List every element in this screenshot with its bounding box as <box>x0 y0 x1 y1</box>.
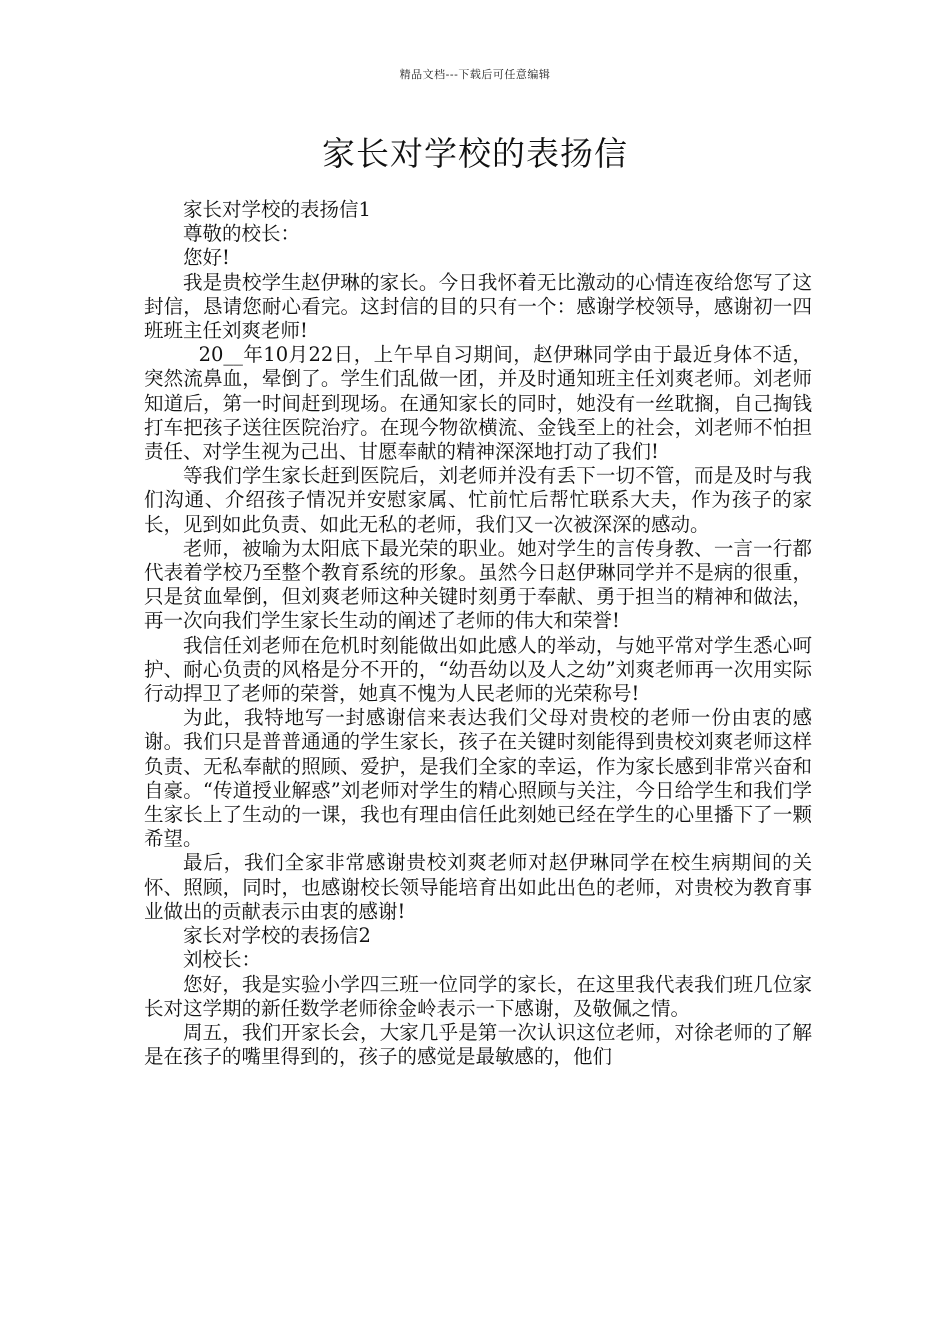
salutation: 刘校长： <box>183 948 262 972</box>
body-paragraph: 等我们学生家长赶到医院后，刘老师并没有丢下一切不管，而是及时与我们沟通、介绍孩子情况并安慰家属、忙前忙后帮忙联系大夫，作为孩子的家长，见到如此负责、如此无私的老师，我们又一次被深深的感动。 <box>144 464 812 536</box>
document-body <box>144 198 812 1069</box>
header-note: 精品文档---下载后可任意编辑 <box>399 68 551 81</box>
body-paragraph: 20__年10月22日，上午早自习期间，赵伊琳同学由于最近身体不适，突然流鼻血，晕倒了。学生们乱做一团，并及时通知班主任刘爽老师。刘老师知道后，第一时间赶到现场。在通知家长的同时，她没有一丝耽搁，自己掏钱打车把孩子送往医院治疗。在现今物欲横流、金钱至上的社会，刘老师不怕担责任、对学生视为己出、甘愿奉献的精神深深地打动了我们! <box>144 343 812 464</box>
document-title: 家长对学校的表扬信 <box>322 134 628 173</box>
body-paragraph: 周五，我们开家长会，大家几乎是第一次认识这位老师，对徐老师的了解是在孩子的嘴里得到的，孩子的感觉是最敏感的，他们 <box>144 1020 812 1069</box>
section-heading-1: 家长对学校的表扬信1 <box>183 198 371 221</box>
salutation: 尊敬的校长： <box>183 222 301 246</box>
body-paragraph: 为此，我特地写一封感谢信来表达我们父母对贵校的老师一份由衷的感谢。我们只是普普通通的学生家长，孩子在关键时刻能得到贵校刘爽老师这样负责、无私奉献的照顾、爱护，是我们全家的幸运，作为家长感到非常兴奋和自豪。“传道授业解惑”刘老师对学生的精心照顾与关注，今日给学生和我们学生家长上了生动的一课，我也有理由信任此刻她已经在学生的心里播下了一颗希望。 <box>144 706 812 851</box>
body-paragraph: 最后，我们全家非常感谢贵校刘爽老师对赵伊琳同学在校生病期间的关怀、照顾，同时，也感谢校长领导能培育出如此出色的老师，对贵校为教育事业做出的贡献表示由衷的感谢! <box>144 851 812 923</box>
body-paragraph: 我是贵校学生赵伊琳的家长。今日我怀着无比激动的心情连夜给您写了这封信，恳请您耐心看完。这封信的目的只有一个：感谢学校领导，感谢初一四班班主任刘爽老师! <box>144 270 812 343</box>
body-paragraph: 老师，被喻为太阳底下最光荣的职业。她对学生的言传身教、一言一行都代表着学校乃至整个教育系统的形象。虽然今日赵伊琳同学并不是病的很重，只是贫血晕倒，但刘爽老师这种关键时刻勇于奉献、勇于担当的精神和做法，再一次向我们学生家长生动的阐述了老师的伟大和荣誉! <box>144 536 812 633</box>
section-heading-2: 家长对学校的表扬信2 <box>183 924 371 948</box>
body-paragraph: 您好，我是实验小学四三班一位同学的家长，在这里我代表我们班几位家长对这学期的新任数学老师徐金岭表示一下感谢，及敬佩之情。 <box>144 972 812 1020</box>
greeting: 您好! <box>183 246 230 270</box>
body-paragraph: 我信任刘老师在危机时刻能做出如此感人的举动，与她平常对学生悉心呵护、耐心负责的风格是分不开的，“幼吾幼以及人之幼”刘爽老师再一次用实际行动捍卫了老师的荣誉，她真不愧为人民老师的光荣称号! <box>144 633 812 706</box>
